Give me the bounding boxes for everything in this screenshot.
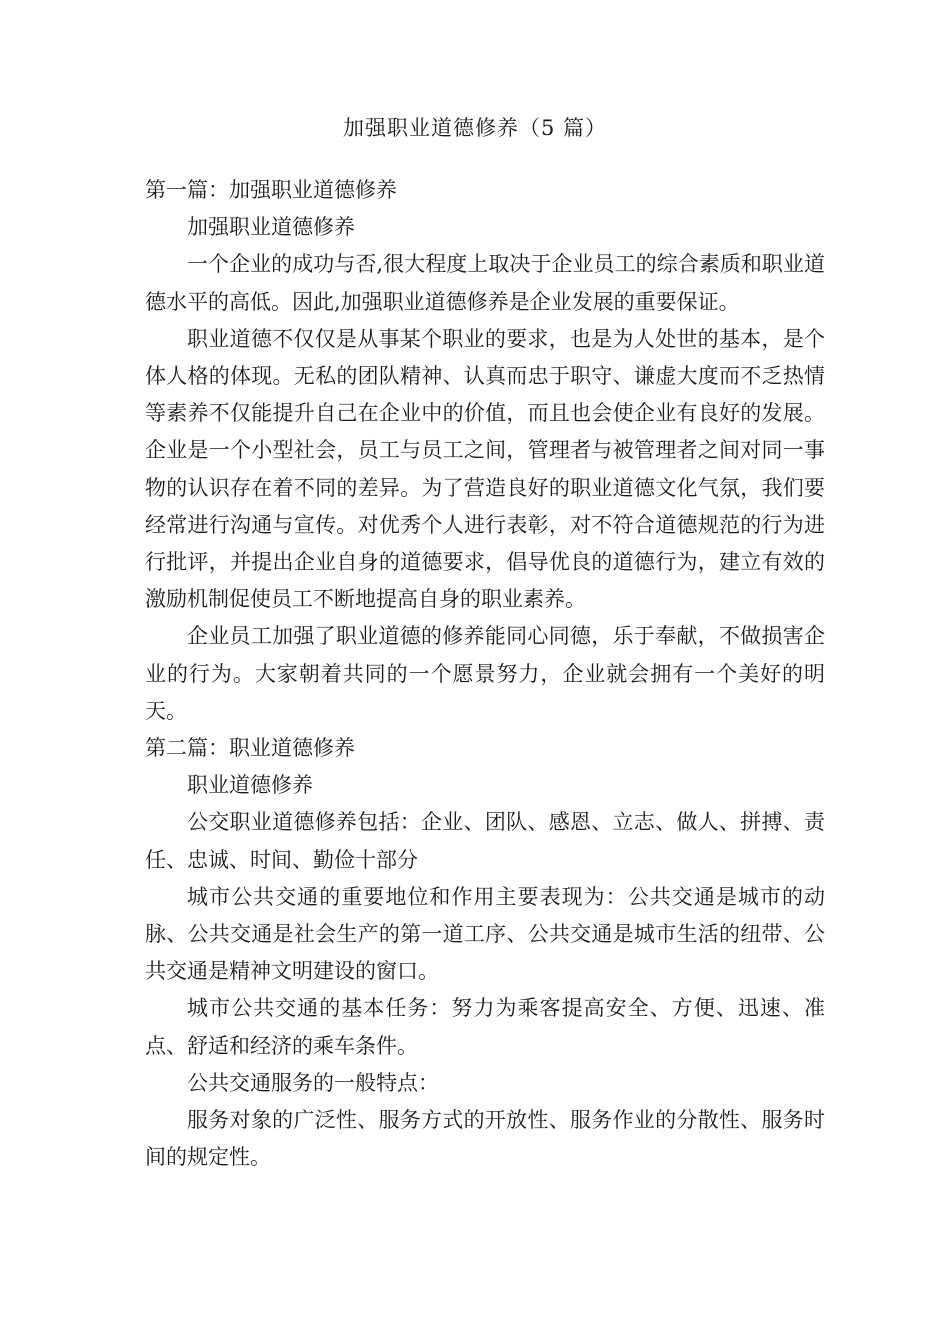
paragraph: 公共交通服务的一般特点： — [187, 1070, 439, 1095]
section-subtitle-2: 职业道德修养 — [187, 773, 313, 798]
paragraph: 职业道德不仅仅是从事某个职业的要求，也是为人处世的基本，是个体人格的体现。无私的团队精神、认真而忠于职守、谦虚大度而不乏热情等素养不仅能提升自己在企业中的价值，而且也会使企业有良好的发展。企业是一个小型社会，员工与员工之间，管理者与被管理者之间对同一事物的认识存在着不同的差异。为了营造良好的职业道德文化气氛，我们要经常进行沟通与宣传。对优秀个人进行表彰，对不符合道德规范的行为进行批评，并提出企业自身的道德要求，倡导优良的道德行为，建立有效的激励机制促使员工不断地提高自身的职业素养。 — [145, 326, 825, 612]
paragraph: 服务对象的广泛性、服务方式的开放性、服务作业的分散性、服务时间的规定性。 — [145, 1108, 825, 1170]
paragraph: 一个企业的成功与否,很大程度上取决于企业员工的综合素质和职业道德水平的高低。因此,加强职业道德修养是企业发展的重要保证。 — [145, 252, 825, 314]
paragraph: 企业员工加强了职业道德的修养能同心同德，乐于奉献，不做损害企业的行为。大家朝着共同的一个愿景努力，企业就会拥有一个美好的明天。 — [145, 624, 825, 723]
document-title: 加强职业道德修养（5 篇） — [342, 116, 608, 140]
paragraph: 城市公共交通的基本任务：努力为乘客提高安全、方便、迅速、准点、舒适和经济的乘车条件。 — [145, 996, 825, 1058]
section-heading-2: 第二篇：职业道德修养 — [145, 736, 355, 761]
section-subtitle-1: 加强职业道德修养 — [187, 215, 355, 240]
paragraph: 公交职业道德修养包括：企业、团队、感恩、立志、做人、拼搏、责任、忠诚、时间、勤俭十部分 — [145, 810, 825, 872]
section-heading-1: 第一篇：加强职业道德修养 — [145, 178, 397, 202]
document-body — [145, 172, 825, 1176]
paragraph: 城市公共交通的重要地位和作用主要表现为：公共交通是城市的动脉、公共交通是社会生产的第一道工序、公共交通是城市生活的纽带、公共交通是精神文明建设的窗口。 — [145, 884, 825, 984]
